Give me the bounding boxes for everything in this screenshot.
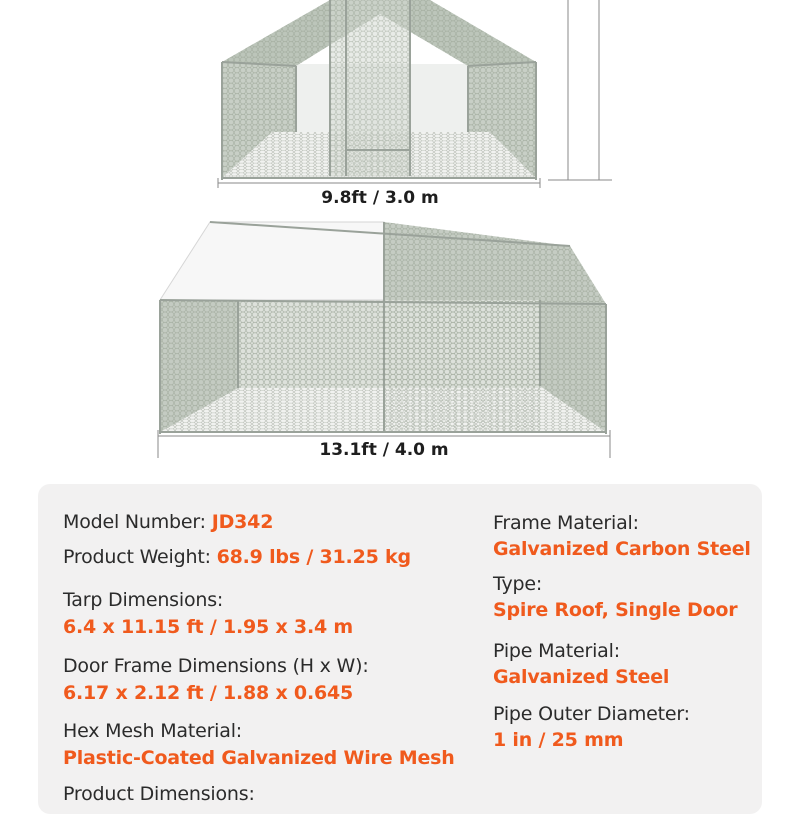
- spec-label-product-dimensions: Product Dimensions:: [63, 783, 255, 805]
- spec-label: Product Weight:: [63, 546, 217, 568]
- spec-product-weight: [63, 545, 411, 569]
- spec-label-tarp-dimensions: Tarp Dimensions:: [63, 589, 224, 611]
- spec-value-tarp-dimensions: 6.4 x 11.15 ft / 1.95 x 3.4 m: [63, 616, 354, 638]
- spec-label-door-frame-dimensions: Door Frame Dimensions (H x W):: [63, 655, 369, 677]
- spec-value: JD342: [211, 511, 274, 533]
- spec-value-door-frame-dimensions: 6.17 x 2.12 ft / 1.88 x 0.645: [63, 682, 354, 704]
- length-dimension-label: 13.1ft / 4.0 m: [319, 440, 449, 460]
- spec-model-number: [63, 510, 273, 534]
- front-view-coop: [222, 0, 536, 180]
- spec-value-frame-material: Galvanized Carbon Steel: [493, 538, 751, 560]
- height-dimension-lines: [548, 0, 612, 180]
- spec-label-hex-mesh-material: Hex Mesh Material:: [63, 720, 242, 742]
- spec-value-hex-mesh-material: Plastic-Coated Galvanized Wire Mesh: [63, 747, 455, 769]
- spec-label-type: Type:: [493, 573, 543, 595]
- side-view-coop: [160, 222, 606, 434]
- width-dimension-label: 9.8ft / 3.0 m: [321, 188, 439, 208]
- spec-label-pipe-outer-diameter: Pipe Outer Diameter:: [493, 703, 690, 725]
- spec-label-frame-material: Frame Material:: [493, 512, 639, 534]
- spec-label: Model Number:: [63, 511, 212, 533]
- width-dimension-line: [218, 178, 540, 188]
- spec-value-pipe-material: Galvanized Steel: [493, 666, 670, 688]
- spec-value-pipe-outer-diameter: 1 in / 25 mm: [493, 729, 624, 751]
- spec-label-pipe-material: Pipe Material:: [493, 640, 620, 662]
- spec-value-type: Spire Roof, Single Door: [493, 599, 738, 621]
- spec-value: 68.9 lbs / 31.25 kg: [216, 546, 411, 568]
